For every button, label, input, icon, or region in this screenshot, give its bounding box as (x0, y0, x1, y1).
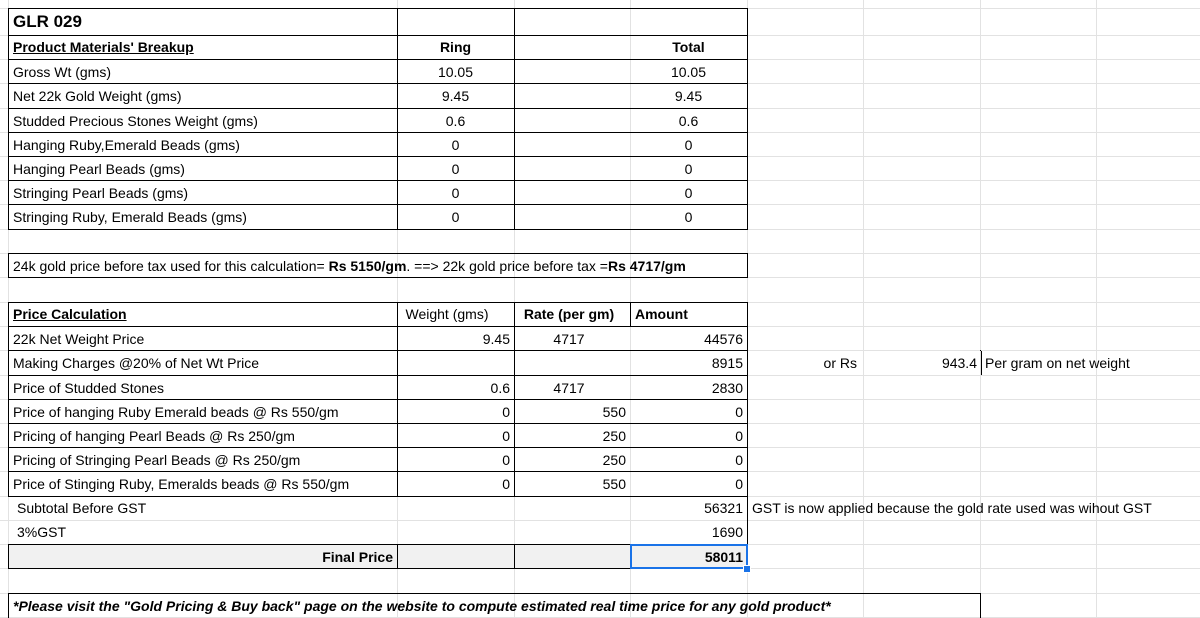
pricing-amount-value[interactable]: 0 (735, 404, 743, 420)
pricing-rate-value[interactable]: 550 (602, 404, 626, 420)
pricing-weight-value[interactable] (397, 351, 510, 375)
making-per-gram-value[interactable]: 943.4 (941, 355, 977, 371)
pricing-label[interactable]: Price of Studded Stones (13, 380, 164, 396)
material-label[interactable]: Gross Wt (gms) (13, 64, 111, 80)
material-label[interactable]: Stringing Pearl Beads (gms) (13, 185, 189, 201)
col-total[interactable]: Total (672, 39, 705, 55)
footer-note[interactable]: *Please visit the "Gold Pricing & Buy back" page on the website to compute estimated real time price for any gold product* (13, 598, 831, 614)
pricing-rate-value[interactable]: 250 (602, 428, 626, 444)
gold-note-part2: . ==> 22k gold price before tax = (406, 258, 608, 274)
material-ring-value[interactable]: 0 (451, 185, 460, 201)
material-total-value[interactable]: 0 (684, 209, 693, 225)
pricing-rate-value[interactable]: 550 (602, 476, 626, 492)
pricing-label[interactable]: Price of hanging Ruby Emerald beads @ Rs 550/gm (13, 404, 339, 420)
material-total-value[interactable]: 0 (684, 137, 693, 153)
material-ring-value[interactable]: 0.6 (445, 113, 466, 129)
material-ring-value[interactable]: 10.05 (437, 64, 474, 80)
material-label[interactable]: Net 22k Gold Weight (gms) (13, 88, 182, 104)
pricing-weight-value[interactable]: 0 (502, 404, 510, 420)
material-total-value[interactable]: 0.6 (678, 113, 699, 129)
pricing-amount-value[interactable]: 0 (735, 428, 743, 444)
material-total-value[interactable]: 0 (684, 161, 693, 177)
subtotal-amount[interactable]: 56321 (704, 500, 743, 516)
material-ring-value[interactable]: 0 (451, 209, 460, 225)
pricing-rate-value[interactable] (514, 351, 624, 375)
pricing-amount-value[interactable]: 2830 (711, 380, 743, 396)
material-total-value[interactable]: 0 (684, 185, 693, 201)
pricing-title[interactable]: Price Calculation (13, 306, 127, 322)
final-price-amount[interactable]: 58011 (704, 549, 743, 565)
making-per-gram-note[interactable]: Per gram on net weight (985, 355, 1130, 371)
gst-note[interactable]: GST is now applied because the gold rate used was wihout GST (752, 500, 1152, 516)
pricing-label[interactable]: Pricing of hanging Pearl Beads @ Rs 250/gm (13, 428, 295, 444)
pricing-label[interactable]: Pricing of Stringing Pearl Beads @ Rs 250/gm (13, 452, 301, 468)
col-weight[interactable]: Weight (gms) (405, 306, 489, 322)
final-price-label[interactable]: Final Price (322, 549, 393, 565)
col-amount[interactable]: Amount (635, 306, 688, 322)
material-label[interactable]: Hanging Ruby,Emerald Beads (gms) (13, 137, 240, 153)
fill-handle[interactable] (743, 565, 751, 573)
pricing-label[interactable]: 22k Net Weight Price (13, 331, 145, 347)
gold-note-part1: 24k gold price before tax used for this calculation= (13, 258, 329, 274)
pricing-amount-value[interactable]: 0 (735, 476, 743, 492)
pricing-rate-value[interactable]: 250 (602, 452, 626, 468)
pricing-rate-value[interactable]: 4717 (553, 331, 585, 347)
pricing-label[interactable]: Making Charges @20% of Net Wt Price (13, 355, 260, 371)
pricing-weight-value[interactable]: 0 (502, 476, 510, 492)
material-ring-value[interactable]: 9.45 (441, 88, 470, 104)
material-total-value[interactable]: 10.05 (670, 64, 707, 80)
making-or-label[interactable]: or Rs (823, 355, 857, 371)
col-ring[interactable]: Ring (439, 39, 472, 55)
gst-amount[interactable]: 1690 (711, 524, 743, 540)
pricing-rate-value[interactable]: 4717 (553, 380, 585, 396)
pricing-weight-value[interactable]: 0 (502, 428, 510, 444)
pricing-amount-value[interactable]: 8915 (711, 355, 743, 371)
pricing-weight-value[interactable]: 0.6 (490, 380, 510, 396)
gold-price-22k: Rs 4717/gm (607, 258, 686, 274)
pricing-amount-value[interactable]: 44576 (704, 331, 743, 347)
pricing-weight-value[interactable]: 0 (502, 452, 510, 468)
material-label[interactable]: Stringing Ruby, Emerald Beads (gms) (13, 209, 247, 225)
subtotal-label[interactable]: Subtotal Before GST (17, 500, 147, 516)
col-rate[interactable]: Rate (per gm) (523, 306, 615, 322)
material-total-value[interactable]: 9.45 (674, 88, 703, 104)
materials-title[interactable]: Product Materials' Breakup (13, 39, 194, 55)
material-ring-value[interactable]: 0 (451, 161, 460, 177)
product-code[interactable]: GLR 029 (13, 12, 82, 31)
pricing-amount-value[interactable]: 0 (735, 452, 743, 468)
pricing-label[interactable]: Price of Stinging Ruby, Emeralds beads @ Rs 550/gm (13, 476, 350, 492)
material-label[interactable]: Hanging Pearl Beads (gms) (13, 161, 185, 177)
material-label[interactable]: Studded Precious Stones Weight (gms) (13, 113, 258, 129)
gst-label[interactable]: 3%GST (17, 524, 67, 540)
pricing-weight-value[interactable]: 9.45 (482, 331, 510, 347)
gold-price-24k: Rs 5150/gm (328, 258, 407, 274)
gold-price-note[interactable] (13, 254, 686, 278)
material-ring-value[interactable]: 0 (451, 137, 460, 153)
